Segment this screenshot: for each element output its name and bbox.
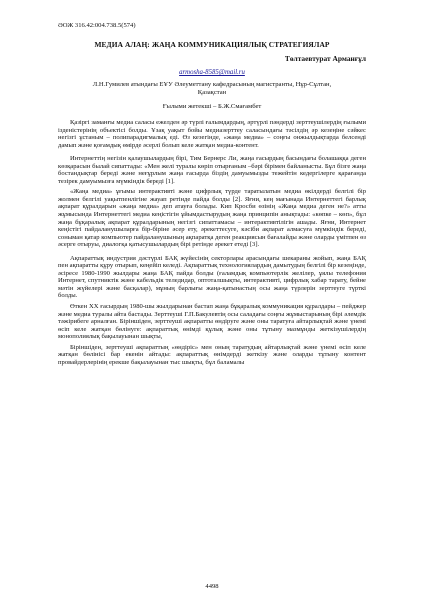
udc-code: ӘОЖ 316.42:004.738.5(574)	[58, 22, 136, 29]
body-paragraph-4: Ақпараттық индустрия дәстүрлі БАҚ жүйесінің секторлары арасындағы шекараны жойып, жаңа БАҚ пен ақпаратты құру отырып, кеңейіп келеді. Ақпараттық технологиялардың дамытудың белгілі бір кезеңінде, әсіресе 1980-1990 жылдары жаңа БАҚ пайда болды (ғаламдық компьютерлік желілер, ұялы телефония Интернет, спутниктік және кабельдік теледидар, оптоталшықты, интерактивті, цифрлық хабар тарату, бейне мәтін жүйелері және басқалар), мұның барлығы жаңа-қатынастың осы жаңа түрлерін зерттеуге түрткі болды.	[58, 254, 366, 300]
affiliation-line-2: Қазақстан	[197, 89, 227, 96]
author-name: Төлтаевтурат Арманғұл	[284, 54, 366, 63]
body-paragraph-1: Қазіргі заманғы медиа саласы ежелден әр түрлі ғалымдардың, әртүрлі пәндерді зерттеушілердің ғылыми ізденістерінің объектісі болды. Ұзақ уақыт бойы медиазерттеу саласындағы тәсілдің әр кезеңіне сәйкес негізгі ұстаным – полипарадигмалық еді. Өз кезегінде, «жаңа медиа» – соңғы онжылдықтарда белсенді дамып және қоғамдық өмірде әсерлі болып келе жатқан медиа-контент.	[58, 119, 366, 149]
body-paragraph-2: Интернеттің негізін қалаушылардың бірі, Тим Бернерс Ли, жаңа ғасырдың басындағы болашаққа деген көзқарасын былай сипаттады: «Мен желі туралы көріп отырғаным –бәрі бірімен байланысты. Бұл бізге жаңа бостандықтар береді және неғұрлым жаңа ғасырда біздің дамуымызды тежейтін кедергілерге қарағанда тезірек дамуымызға мүмкіндік береді [1].	[58, 155, 366, 185]
affiliation	[58, 81, 366, 97]
body-paragraph-5: Өткен XX ғасырдың 1980-шы жылдарынан бастап жаңа бұқаралық коммуникация құралдары – пейджер және медиа туралы айта бастады. Зерттеуші Г.П.Бакулевтің осы саладағы соңғы жұмыстарының бірі әлемдік тәжірибеге арналған. Біріншіден, зерттеуші ақпаратты өндіруге және оны таратуға айтарлықтай және үнемі өсіп келе жатқан бөлінуге: ақпараттық өнімді құлық және оны тұтыну мазмұнды жеткізушілердің монополиялық бақылауынан шықты,	[58, 303, 366, 341]
affiliation-line-1: Л.Н.Гумилев атындағы ЕҰУ Әлеуметтану кафедрасының магистранты, Нұр-Сұлтан,	[92, 81, 332, 88]
email-link[interactable]: armosha-8585@mail.ru	[179, 69, 245, 76]
supervisor: Ғылыми жетекші – Б.Ж.Смағамбет	[162, 103, 262, 110]
body-paragraph-6: Біріншіден, зерттеуші ақпараттың «өндіріс» мен оның таратудың айтарлықтай және үнемі өсіп келе жатқан бөлінісі бар екенін айтады: ақпараттық өнімдерді жеткізу және оларды тұтыну контент провайдерлерінің ерекше бақылауынан тыс шықты, бұл баламалы	[58, 343, 366, 366]
page-number: 4498	[205, 583, 219, 590]
author-email	[58, 69, 366, 77]
body-paragraph-3: «Жаңа медиа» ұғымы интерактивті және цифрлық түрде таратылатын медиа өкілдерді белгілі бір жолмен белгілі уақытпенлігіне жауап ретінде пайда болды [2]. Яғни, кең мағынада Интернеттегі барлық ақпарат құралдарын «жаңа медиа» деп атауға болады. Кип Кросби өзінің «Жаңа медиа деген не?» атты жұмысында Интернеттегі медиа кеңістігін ұйымдастырудың жаңа принципін анықтады: «көпке – көп», бұл жаңа бұқаралық ақпарат құралдарының негізгі сипаттамасы – интерактивтілігін ашады. Яғни, Интернет кеңістігі пайдаланушыларға бір-біріне әсер ету, әрекеттесуге, кәсіби ақпарат алмасуға мүмкіндік береді, соныман қатар компьютер пайдаланушының ақпаратқа деген реакциясын бағалайды және оларды үмітпен өз әсерге отыруы, диалогқа қатысушылардың бірі ретінде әрекет етеді [3].	[58, 188, 366, 249]
article-title: МЕДИА АЛАҢ: ЖАҢА КОММУНИКАЦИЯЛЫҚ СТРАТЕГИЯЛАР	[94, 40, 330, 49]
